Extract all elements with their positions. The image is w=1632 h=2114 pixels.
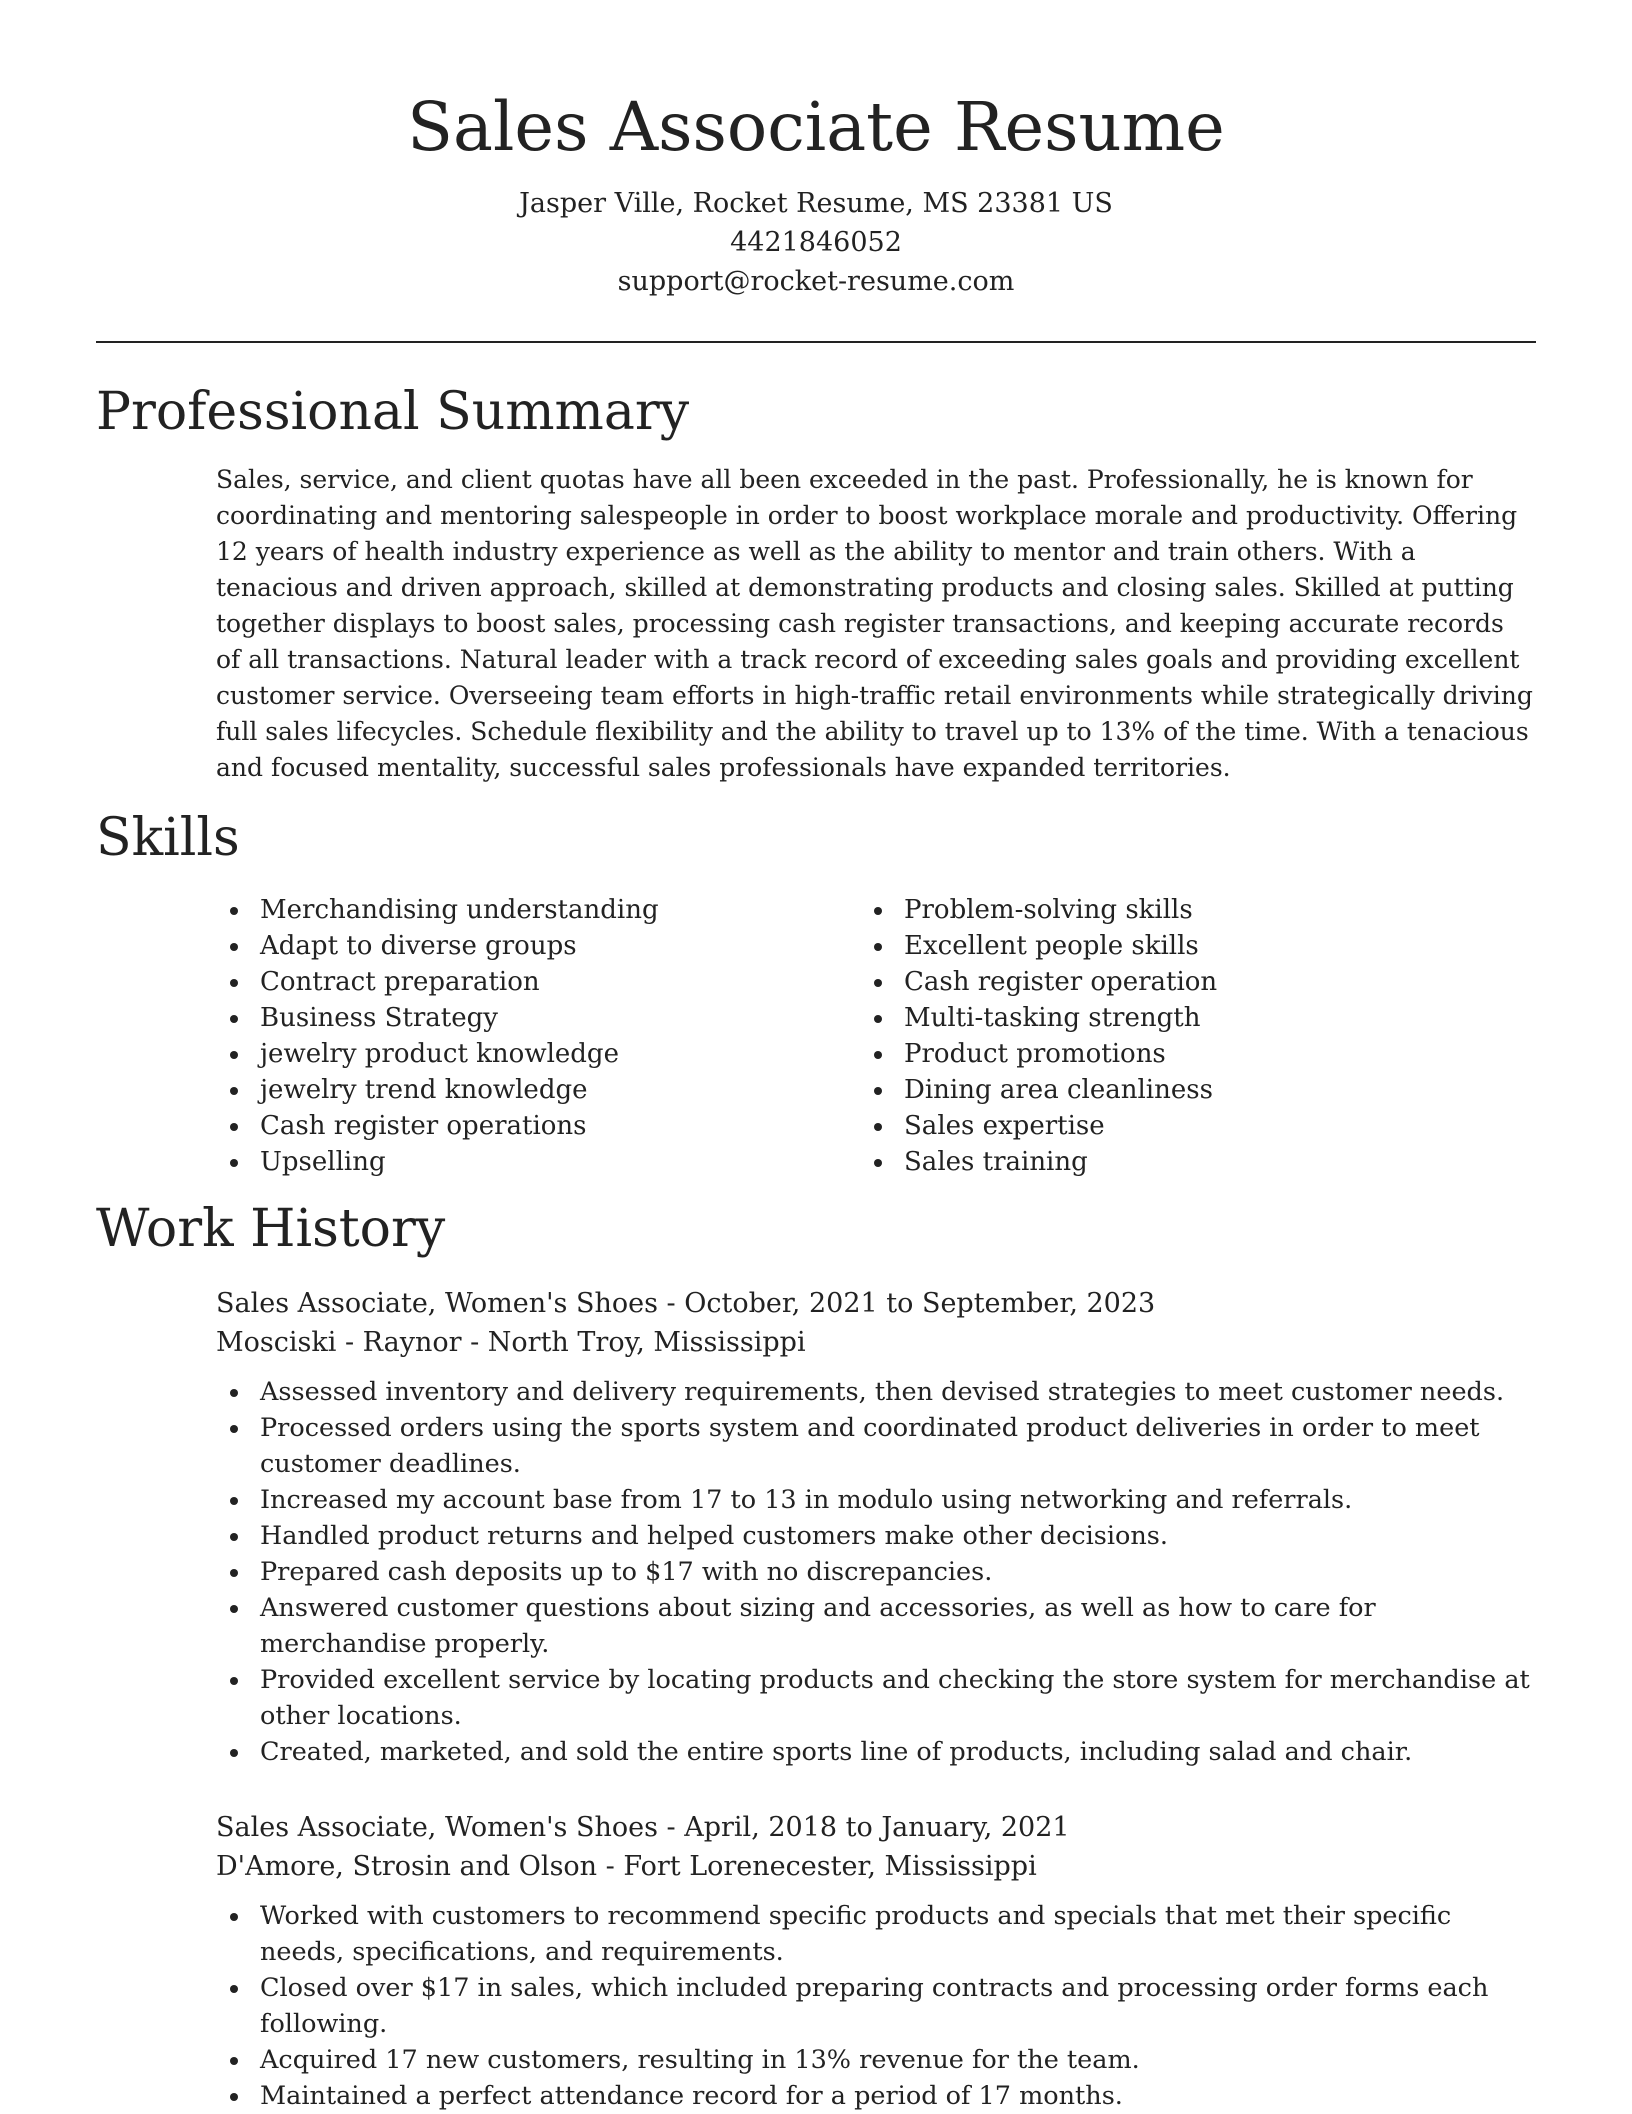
skills-list-right (860, 892, 1217, 1180)
resume-header (0, 82, 1632, 301)
skill-item: Upselling (216, 1144, 659, 1180)
contact-phone: 4421846052 (730, 227, 902, 258)
skills-list-left (216, 892, 659, 1180)
work-history-heading: Work History (96, 1199, 446, 1259)
job-title-line: Sales Associate, Women's Shoes - April, 2018 to January, 2021 (216, 1812, 1070, 1843)
job-bullet: Processed orders using the sports system and coordinated product deliveries in order to meet customer deadlines. (216, 1410, 1536, 1482)
skill-item: Multi-tasking strength (860, 1000, 1217, 1036)
summary-heading: Professional Summary (96, 382, 690, 442)
skill-item: Cash register operations (216, 1108, 659, 1144)
job-bullet: Maintained a perfect attendance record for a period of 17 months. (216, 2078, 1536, 2114)
skill-item: Problem-solving skills (860, 892, 1217, 928)
job-bullet: Provided excellent service by locating products and checking the store system for merchandise at other locations. (216, 1662, 1536, 1734)
job-employer-line: Mosciski - Raynor - North Troy, Mississippi (216, 1327, 806, 1358)
skills-heading: Skills (96, 808, 240, 868)
skill-item: Contract preparation (216, 964, 659, 1000)
job-bullet: Worked with customers to recommend specific products and specials that met their specific needs, specifications, and requirements. (216, 1898, 1536, 1970)
skill-item: Dining area cleanliness (860, 1072, 1217, 1108)
contact-info (0, 184, 1632, 301)
header-divider (96, 341, 1536, 343)
job-bullet: Closed over $17 in sales, which included preparing contracts and processing order forms each following. (216, 1970, 1536, 2042)
job-1-bullets (216, 1374, 1536, 1770)
skill-item: jewelry product knowledge (216, 1036, 659, 1072)
job-bullet: Increased my account base from 17 to 13 in modulo using networking and referrals. (216, 1482, 1536, 1518)
job-bullet: Created, marketed, and sold the entire sports line of products, including salad and chair. (216, 1734, 1536, 1770)
job-1-header (216, 1284, 1155, 1362)
job-2-header (216, 1808, 1070, 1886)
skill-item: Merchandising understanding (216, 892, 659, 928)
contact-address: Jasper Ville, Rocket Resume, MS 23381 US (519, 188, 1113, 219)
job-bullet: Answered customer questions about sizing and accessories, as well as how to care for merchandise properly. (216, 1590, 1536, 1662)
job-bullet: Handled product returns and helped customers make other decisions. (216, 1518, 1536, 1554)
skill-item: Cash register operation (860, 964, 1217, 1000)
contact-email[interactable]: support@rocket-resume.com (617, 266, 1015, 297)
job-title-line: Sales Associate, Women's Shoes - October, 2021 to September, 2023 (216, 1288, 1156, 1319)
skill-item: Business Strategy (216, 1000, 659, 1036)
job-bullet: Acquired 17 new customers, resulting in 13% revenue for the team. (216, 2042, 1536, 2078)
resume-title: Sales Associate Resume (407, 88, 1225, 166)
skill-item: Sales expertise (860, 1108, 1217, 1144)
job-employer-line: D'Amore, Strosin and Olson - Fort Lorenecester, Mississippi (216, 1851, 1037, 1882)
skill-item: Sales training (860, 1144, 1217, 1180)
skill-item: jewelry trend knowledge (216, 1072, 659, 1108)
skill-item: Adapt to diverse groups (216, 928, 659, 964)
job-2-bullets (216, 1898, 1536, 2114)
job-bullet: Assessed inventory and delivery requirements, then devised strategies to meet customer needs. (216, 1374, 1536, 1410)
skill-item: Product promotions (860, 1036, 1217, 1072)
job-bullet: Prepared cash deposits up to $17 with no discrepancies. (216, 1554, 1536, 1590)
summary-text: Sales, service, and client quotas have all been exceeded in the past. Professionally, he is known for coordinating and mentoring salespeople in order to boost workplace morale and productivity. Offering 12 years of health industry experience as well as the ability to mentor and train others. With a tenacious and driven approach, skilled at demonstrating products and closing sales. Skilled at putting together displays to boost sales, processing cash register transactions, and keeping accurate records of all transactions. Natural leader with a track record of exceeding sales goals and providing excellent customer service. Overseeing team efforts in high-traffic retail environments while strategically driving full sales lifecycles. Schedule flexibility and the ability to travel up to 13% of the time. With a tenacious and focused mentality, successful sales professionals have expanded territories. (216, 465, 1533, 782)
skill-item: Excellent people skills (860, 928, 1217, 964)
